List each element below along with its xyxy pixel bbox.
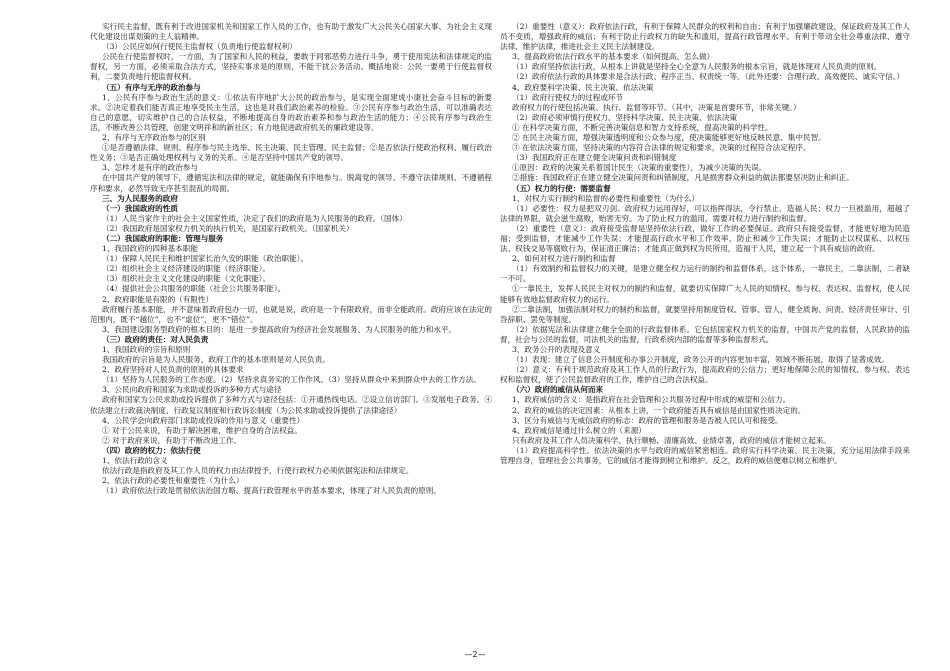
paragraph: （1）人民当家作主的社会主义国家性质，决定了我们的政府是为人民服务的政府。（国体） — [102, 213, 407, 223]
paragraph: （2）组织社会主义经济建设的职能（经济职能）。 — [102, 264, 271, 274]
paragraph: 3、区分有威信与无威信政府的标志：政府的管理和服务是否被人民认可和接受。 — [512, 415, 783, 425]
paragraph: 1、依法行政的含义 — [102, 456, 168, 466]
paragraph: （1）保障人民民主和维护国家长治久安的职能（政治职能）。 — [102, 254, 309, 264]
paragraph: 2、政府坚持对人民负责的原则的具体要求 — [102, 365, 244, 375]
section-heading: 三、为人民服务的政府 — [102, 193, 178, 203]
paragraph: （1）坚持为人民服务的工作态度。（2）坚持求真务实的工作作风。（3）坚持从群众中来到群众中去的工作方法。 — [102, 375, 481, 385]
paragraph: 依法行政是指政府及其工作人员的权力由法律授予，行使行政权力必须依据宪法和法律规定。 — [102, 466, 414, 476]
paragraph: 2、政府的威信的决定因素：从根本上讲，一个政府能否具有威信是由国家性质决定的。 — [512, 405, 806, 415]
section-heading: （六）政府的威信从何而来 — [512, 385, 604, 395]
paragraph: ①是否遵循法律、规则、程序参与民主选举、民主决策、民主管理、民主监督；②是否依法行使政治权利、履行政治性义务；③是否正确处理权利与义务的关系。④是否坚持中国共产党的领导。 — [90, 143, 492, 163]
paragraph: 2、依法行政的必要性和重要性（为什么） — [102, 476, 244, 486]
paragraph: 2、如何对权力进行制约和监督 — [512, 254, 616, 264]
section-heading: （二）我国政府的职能：管理与服务 — [102, 233, 224, 243]
paragraph: 1、政府威信的含义：是指政府在社会管理和公共服务过程中形成的威望和公信力。 — [512, 395, 791, 405]
paragraph: 3、提高政府依法行政水平的基本要求（如何提高、怎么做） — [512, 52, 715, 62]
page-number: —2— — [464, 650, 486, 659]
paragraph: 政府履行基本职能，并不意味着政府包办一切，也就是说，政府是一个有限政府，而非全能政府。政府应该在法定的范围内，既不“越位”，也不“虚位”，更不“错位”。 — [90, 304, 492, 324]
paragraph: 1、我国政府的宗旨和原则 — [102, 345, 191, 354]
paragraph: ① 对于公民来说，有助于解决困难，维护自身的合法权益。 — [102, 425, 302, 435]
paragraph: （2）政府依法行政的具体要求是合法行政、程序正当、权责统一等。（此外还要：合理行政、高效便民、诚实守信。） — [512, 72, 905, 82]
paragraph: （1）政府提高科学性、依法决策的水平与政府的威信紧密相连。政府实行科学决策、民主决策，充分运用法律手段来管理自身，管理社会公共事务，它的威信才能得到树立和维护。反之，政府的威信便难以树立和维护。 — [500, 445, 910, 466]
paragraph: 政府权力的行使包括决策、执行、监督等环节。（其中，决策是首要环节，非常关键。） — [512, 102, 801, 112]
paragraph: ②措施：我国政府正在建立健全决策问责和纠错制度，凡是损害群众利益的做法都要坚决防止和纠正。 — [512, 173, 854, 183]
paragraph: ② 在民主决策方面，增强决策透明度和公众参与度，使决策能够更好地反映民意、集中民智。 — [512, 133, 826, 143]
paragraph: （2）依据宪法和法律建立健全全面的行政监督体系。它包括国家权力机关的监督，中国共产党的监督，人民政协的监督，社会与公民的监督，司法机关的监督，行政系统内部的监督等多种监督形式。 — [500, 324, 910, 344]
paragraph: （1）表现：建立了信息公开制度和办事公开制度，政务公开的内容更加丰富，领域不断拓展，取得了显著成效。 — [512, 355, 889, 365]
paragraph: 在中国共产党的领导下，遵循宪法和法律的规定，就能确保有序地参与。脱离党的领导、不遵守法律规则、不遵循程序和要求，必然导致无序甚至混乱的局面。 — [90, 173, 492, 193]
paragraph: ① 在科学决策方面，不断完善决策信息和智力支持系统，提高决策的科学性。 — [512, 122, 773, 132]
paragraph: （2）意义：有利于规范政府及其工作人员的行政行为，提高政府的公信力；更好地保障公民的知情权、参与权、表达权和监督权，使了公民监督政府的工作，维护自己的合法权益。 — [500, 365, 910, 385]
section-heading: （四）政府的权力：依法行使 — [102, 445, 201, 455]
paragraph: 政府和国家为公民求助或投诉提供了多种方式与途径包括：①开通热线电话。②设立信访部门。③发展电子政务。④依法建立行政裁决制度、行政复议制度和行政诉讼制度（为公民求助或投诉提供了法律途径） — [90, 395, 492, 415]
paragraph: （3）公民应如何行使民主监督权（负责地行使监督权利） — [102, 42, 297, 52]
right-column — [500, 22, 910, 466]
paragraph: （2）政府必须审慎行使权力，坚持科学决策、民主决策、依法决策 — [512, 112, 738, 122]
paragraph: ③ 在依法决策方面，坚持决策的内容符合法律的规定和要求，决策的过程符合法定程序。 — [512, 143, 811, 153]
paragraph: 1、我国政府的四种基本职能 — [102, 244, 198, 254]
paragraph: （3）我国政府正在建立健全决策问责和纠错制度 — [512, 153, 677, 163]
paragraph: （1）政府行使权力的过程或环节 — [512, 92, 624, 102]
paragraph: 公民在行使监督权时，一方面，为了国家和人民的利益，要敢于同邪恶势力进行斗争，勇于使用宪法和法律规定的监督权，另一方面，必须采取合法方式，坚持实事求是的原则，不能干扰公务活动。概括地说：公民一要勇于行使监督权利，二要负责地行使监督权利。 — [90, 52, 492, 82]
paragraph: 4、政府要科学决策、民主决策、依法决策 — [512, 82, 654, 92]
paragraph: （2）重要性（意义）：政府依法行政，有利于保障人民群众的权利和自由；有利于加强廉政建设，保证政府及其工作人员不变质，增强政府的威信；有利于防止行政权力的缺失和滥用，提高行政管理水平。有利于带动全社会尊重法律、遵守法律、维护法律，推进社会主义民主法制建设。 — [500, 22, 910, 52]
paragraph: 1、对权力实行制约和监督的必要性和重要性（为什么） — [512, 193, 700, 203]
section-heading: （五）权力的行使：需要监督 — [512, 183, 611, 193]
paragraph: ② 对于政府来说，有助于不断改进工作。 — [102, 435, 242, 445]
paragraph: ①原因：政府的决策关系着国计民生（决策的重要性），为减少决策的失误。 — [512, 163, 767, 173]
paragraph: 2、有序与无序政治参与的区别 — [102, 133, 206, 143]
paragraph: （2）我国政府是国家权力机关的执行机关，是国家行政机关。（国家机关） — [102, 223, 354, 233]
paragraph: 只有政府及其工作人员决策科学、执行顺畅、清廉高效、业绩卓著，政府的威信才能树立起来。 — [512, 435, 831, 445]
paragraph: （4）提供社会公共服务的职能（社会公共服务职能）。 — [102, 284, 286, 294]
paragraph: （1）政府坚持依法行政，从根本上讲就是坚持全心全意为人民服务的根本宗旨，就是体现对人民负责的原则。 — [512, 62, 882, 72]
paragraph: （3）组织社会主义文化建设的职能（文化职能）。 — [102, 274, 271, 284]
paragraph: 3、政务公开的表现及意义 — [512, 345, 601, 354]
paragraph: ①一靠民主，发挥人民民主对权力的制约和监督，就要切实保障广大人民的知情权、参与权、表达权、监督权，使人民能够有效地监督政府权力的运行。 — [500, 284, 910, 304]
paragraph: 2、政府职能是有限的（有限性） — [102, 294, 214, 304]
paragraph: （1）必要性：权力是把双刃剑。政府权力运用得好，可以指挥得法，令行禁止、造福人民；权力一旦被滥用，超越了法律的界限，就会滋生腐败，贻害无穷。为了防止权力的滥用，需要对权力进行制约和监督。 — [500, 203, 910, 223]
left-column — [90, 22, 492, 496]
paragraph: 3、我国建设服务型政府的根本目的：是进一步提高政府为经济社会发展服务、为人民服务的能力和水平。 — [102, 324, 457, 334]
paragraph: （2）重要性（意义）：政府接受监督是坚持依法行政，做好工作的必要保证。政府只有接受监督，才能更好地为民造福；受到监督，才能减少工作失误；才能提高行政水平和工作效率，防止和减少工作失误；才能防止以权谋私、以权压法、权钱交易等腐败行为，保证清正廉洁；才能真正做到权为民所用，造福于人民，建立起一个具有威信的政府。 — [500, 223, 910, 254]
paragraph: （1）政府依法行政是贯彻依法治国方略、提高行政管理水平的基本要求，体现了对人民负责的原则。 — [102, 486, 441, 496]
section-heading: （五）有序与无序的政治参与 — [102, 82, 201, 92]
paragraph: 实行民主监督，既有利于改进国家机关和国家工作人员的工作，也有助于激发广大公民关心国家大事、为社会主义现代化建设出谋划策的主人翁精神。 — [90, 22, 492, 42]
paragraph: ②二靠法制，加强法制对权力的制约和监督，就要坚持用制度管权、管事、管人，健全质询、问责、经济责任审计、引咎辞职、罢免等制度。 — [500, 304, 910, 324]
paragraph: 4、公民学会向政府部门求助或投诉的作用与意义（重要性） — [102, 415, 305, 425]
paragraph: 1、公民有序参与政治生活的意义：①依法有序地扩大公民的政治参与，是实现全面建成小康社会奋斗目标的新要求。②决定着我们能否真正地享受民主生活，这也是对我们政治素养的检验。③公民有序参与政治生活，可以准确表达自己的意愿，切实维护自己的合法权益，不断地提高自身的政治素养和参与政治生活的能力；④公民有序参与政治生活，不断改善公共管理，创建文明祥和的新社区；有力地促进政府机关的廉政建设等。 — [90, 92, 492, 132]
section-heading: （一）我国政府的性质 — [102, 203, 178, 213]
paragraph: 我国政府的宗旨是为人民服务，政府工作的基本原则是对人民负责。 — [102, 355, 330, 365]
paragraph: 3、怎样才是有序的政治参与 — [102, 163, 198, 173]
paragraph: 4、政府威信是通过什么树立的（来源） — [512, 425, 646, 435]
paragraph: （1）有效制约和监督权力的关键，是建立健全权力运行的制约和监督体系，这个体系，一靠民主，二靠法制，二者缺一不可。 — [500, 264, 910, 284]
section-heading: （三）政府的责任：对人民负责 — [102, 334, 209, 344]
paragraph: 3、公民向政府和国家为求助或投诉的多种方式与途径 — [102, 385, 282, 395]
